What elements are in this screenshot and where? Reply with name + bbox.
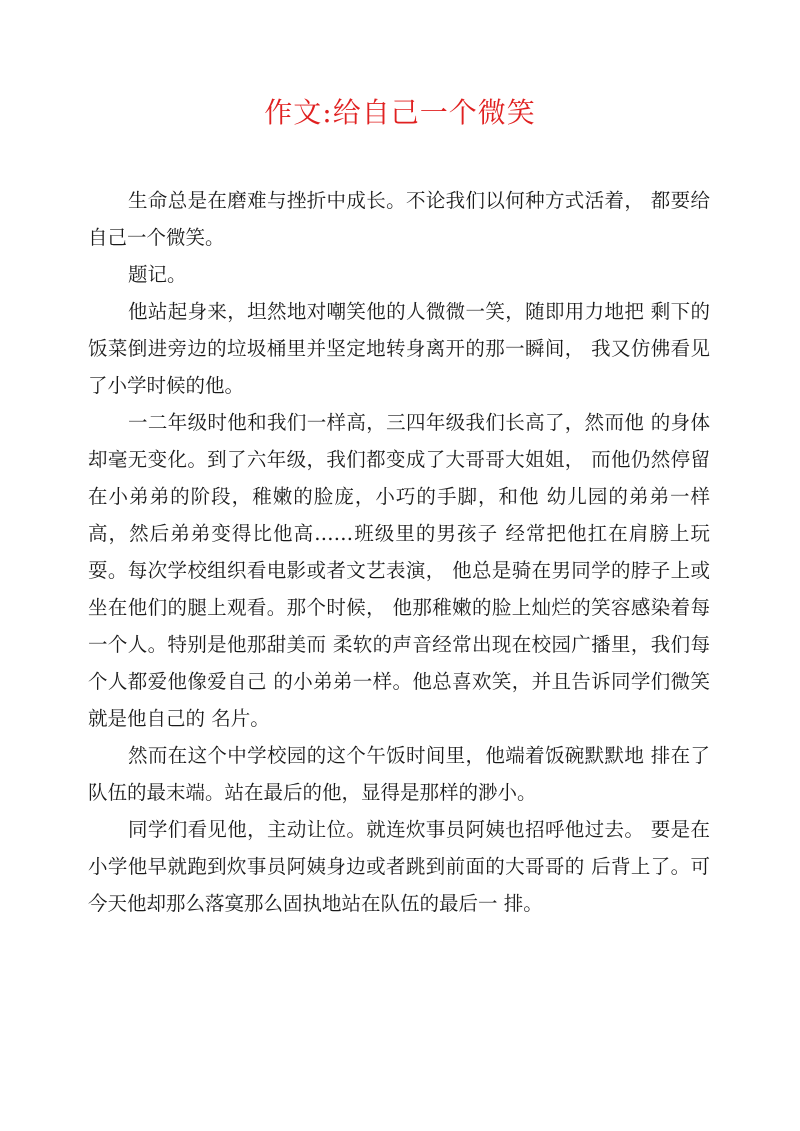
paragraph-5: 然而在这个中学校园的这个午饭时间里，他端着饭碗默默地 排在了队伍的最末端。站在最后的他，显得是那样的渺小。 xyxy=(88,744,710,804)
paragraph-2: 题记。 xyxy=(128,263,187,286)
paragraph-1: 生命总是在磨难与挫折中成长。不论我们以何种方式活着， 都要给自己一个微笑。 xyxy=(88,189,710,249)
paragraph-6: 同学们看见他，主动让位。就连炊事员阿姨也招呼他过去。 要是在小学他早就跑到炊事员阿姨身边或者跳到前面的大哥哥的 后背上了。可今天他却那么落寞那么固执地站在队伍的最后一 排。 xyxy=(88,818,710,915)
document-body xyxy=(88,182,710,922)
paragraph-3: 他站起身来，坦然地对嘲笑他的人微微一笑，随即用力地把 剩下的饭菜倒进旁边的垃圾桶里并坚定地转身离开的那一瞬间， 我又仿佛看见了小学时候的他。 xyxy=(88,300,710,397)
paragraph-4: 一二年级时他和我们一样高，三四年级我们长高了，然而他 的身体却毫无变化。到了六年级，我们都变成了大哥哥大姐姐， 而他仍然停留在小弟弟的阶段，稚嫩的脸庞，小巧的手脚，和他 幼儿园的弟弟一样高，然后弟弟变得比他高……班级里的男孩子 经常把他扛在肩膀上玩耍。每次学校组织看电影或者文艺表演， 他总是骑在男同学的脖子上或坐在他们的腿上观看。那个时候， 他那稚嫩的脸上灿烂的笑容感染着每一个人。特别是他那甜美而 柔软的声音经常出现在校园广播里，我们每个人都爱他像爱自己 的小弟弟一样。他总喜欢笑，并且告诉同学们微笑就是他自己的 名片。 xyxy=(88,411,710,730)
document-title: 作文:给自己一个微笑 xyxy=(264,96,536,129)
